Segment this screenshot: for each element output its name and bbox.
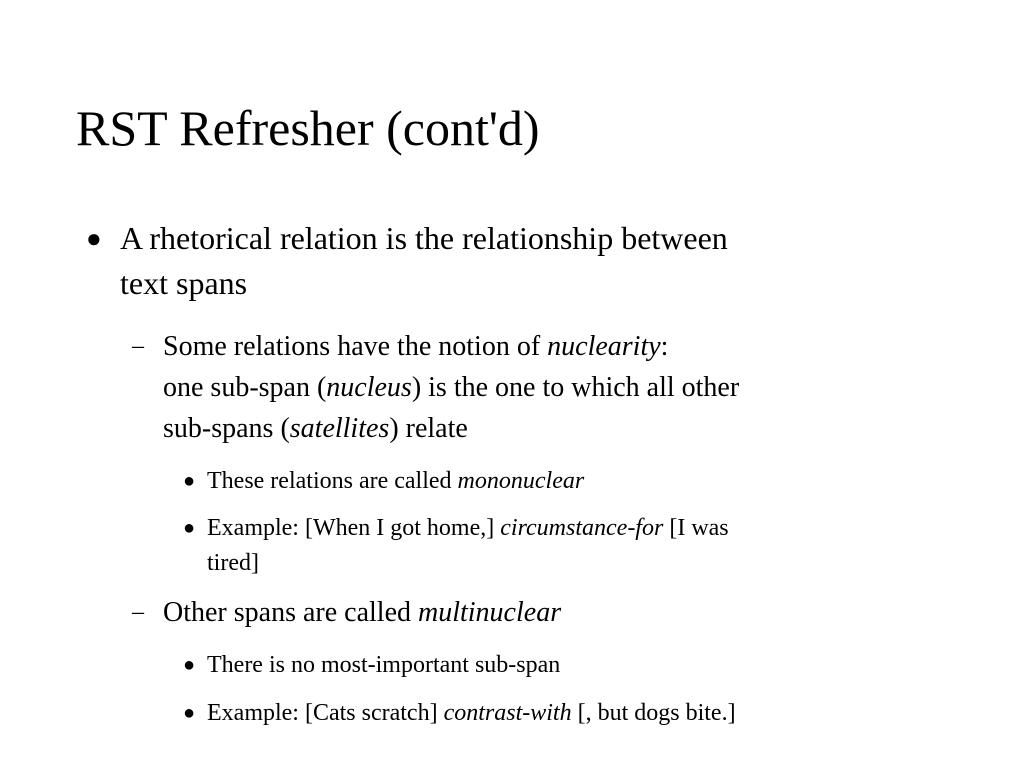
bullet-marker: ● — [183, 654, 196, 676]
subsubbullet-no-most-important — [183, 648, 937, 683]
bullet-text-line — [163, 326, 943, 367]
text-run: ) relate — [389, 413, 468, 444]
text-run: : — [660, 331, 669, 362]
emphasis-term: contrast-with — [443, 700, 572, 726]
bullet-marker: ● — [183, 470, 196, 492]
emphasis-term: circumstance-for — [500, 515, 664, 541]
bullet-marker: ● — [86, 224, 102, 253]
subsubbullet-mononuclear — [183, 464, 937, 499]
subbullet-multinuclear — [132, 592, 943, 633]
text-run: [, but dogs bite.] — [571, 700, 736, 726]
emphasis-term: multinuclear — [418, 597, 562, 628]
bullet-text-line — [207, 511, 937, 546]
bullet-marker: ● — [183, 702, 196, 724]
subbullet-nuclearity — [132, 326, 943, 449]
bullet-text-line: tired] — [207, 550, 259, 576]
text-run: one sub-span ( — [163, 372, 327, 403]
text-run: Example: [When I got home,] — [207, 515, 501, 541]
emphasis-term: mononuclear — [457, 468, 585, 494]
subsubbullet-example-contrast — [183, 696, 937, 731]
bullet-text-line — [163, 408, 943, 449]
text-run: [I was — [663, 515, 729, 541]
slide-title: RST Refresher (cont'd) — [76, 100, 540, 156]
text-run: These relations are called — [207, 468, 458, 494]
bullet-marker: ● — [183, 517, 196, 539]
bullet-text-line — [163, 367, 943, 408]
text-run: sub-spans ( — [163, 413, 290, 444]
bullet-text-line — [163, 592, 943, 633]
text-run: Example: [Cats scratch] — [207, 700, 444, 726]
text-run: Other spans are called — [163, 597, 418, 628]
text-run: Some relations have the notion of — [163, 331, 548, 362]
dash-marker: – — [132, 333, 144, 359]
subsubbullet-example-circumstance — [183, 511, 937, 581]
bullet-rhetorical-relation — [86, 216, 930, 306]
bullet-text-line: A rhetorical relation is the relationship between — [120, 220, 728, 256]
emphasis-term: nuclearity — [547, 331, 661, 362]
dash-marker: – — [132, 599, 144, 625]
text-run: ) is the one to which all other — [411, 372, 740, 403]
bullet-text-line: There is no most-important sub-span — [207, 652, 561, 678]
emphasis-term: satellites — [289, 413, 390, 444]
bullet-text-line — [207, 696, 937, 731]
emphasis-term: nucleus — [326, 372, 412, 403]
bullet-text-line — [207, 464, 937, 499]
bullet-text-line: text spans — [120, 265, 248, 301]
